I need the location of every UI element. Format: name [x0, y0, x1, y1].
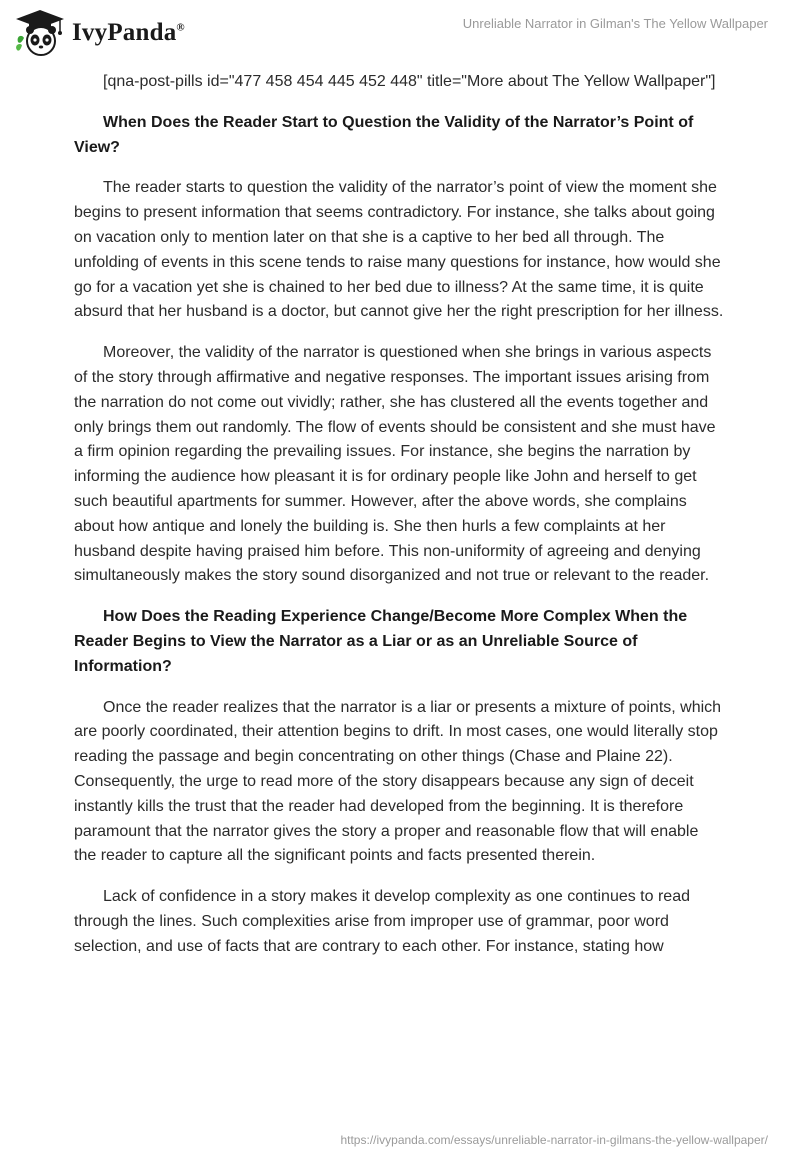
paragraph: Moreover, the validity of the narrator is questioned when she brings in various aspects of the story through affirmative and negative responses. The important issues arising from the narration do not come out vividly; rather, she has clustered all the events together and only brings them out randomly. The flow of events should be consistent and she must have a firm opinion regarding the prevailing issues. For instance, she begins the narration by informing the audience how pleasant it is for ordinary people like John and herself to get such beautiful apartments for summer. However, after the above words, she complains about how antique and lonely the building is. She then hurls a few complaints at her husband despite having praised him before. This non-uniformity of agreeing and denying simultaneously makes the story sound disorganized and not true or relevant to the reader.	[74, 344, 716, 585]
paragraph: The reader starts to question the validity of the narrator’s point of view the moment she begins to present information that seems contradictory. For instance, she talks about going on vacation only to mention later on that she is a captive to her bed all through. The unfolding of events in this scene tends to raise many questions for instance, how would she go for a vacation yet she is chained to her bed due to illness? At the same time, it is quite absurd that her husband is a doctor, but cannot give her the right prescription for her illness.	[74, 179, 724, 321]
paragraph: Lack of confidence in a story makes it develop complexity as one continues to read through the lines. Such complexities arise from improper use of grammar, poor word selection, and use of facts that are contrary to each other. For instance, stating how	[74, 888, 690, 955]
panda-graduate-icon	[14, 8, 66, 58]
article-body	[74, 70, 724, 976]
paragraph: Once the reader realizes that the narrator is a liar or presents a mixture of points, which are poorly coordinated, their attention begins to drift. In most cases, one would literally stop reading the passage and begin concentrating on other things (Chase and Plaine 22). Consequently, the urge to read more of the story disappears because any sign of deceit instantly kills the trust that the reader had developed from the beginning. It is therefore paramount that the narrator gives the story a proper and reasonable flow that will enable the reader to capture all the significant points and facts presented therein.	[74, 698, 722, 865]
section-heading-validity: When Does the Reader Start to Question the Validity of the Narrator’s Point of View?	[74, 113, 694, 156]
ivypanda-logo[interactable]	[14, 8, 185, 58]
page-header	[0, 0, 800, 70]
shortcode-text: [qna-post-pills id="477 458 454 445 452 448" title="More about The Yellow Wallpaper"]	[103, 73, 716, 90]
footer-url-link[interactable]: https://ivypanda.com/essays/unreliable-narrator-in-gilmans-the-yellow-wallpaper/	[340, 1133, 768, 1147]
brand-name: IvyPanda®	[72, 19, 185, 46]
document-title: Unreliable Narrator in Gilman's The Yellow Wallpaper	[462, 16, 768, 31]
section-heading-reading-experience: How Does the Reading Experience Change/Become More Complex When the Reader Begins to View the Narrator as a Liar or as an Unreliable Source of Information?	[74, 608, 688, 675]
